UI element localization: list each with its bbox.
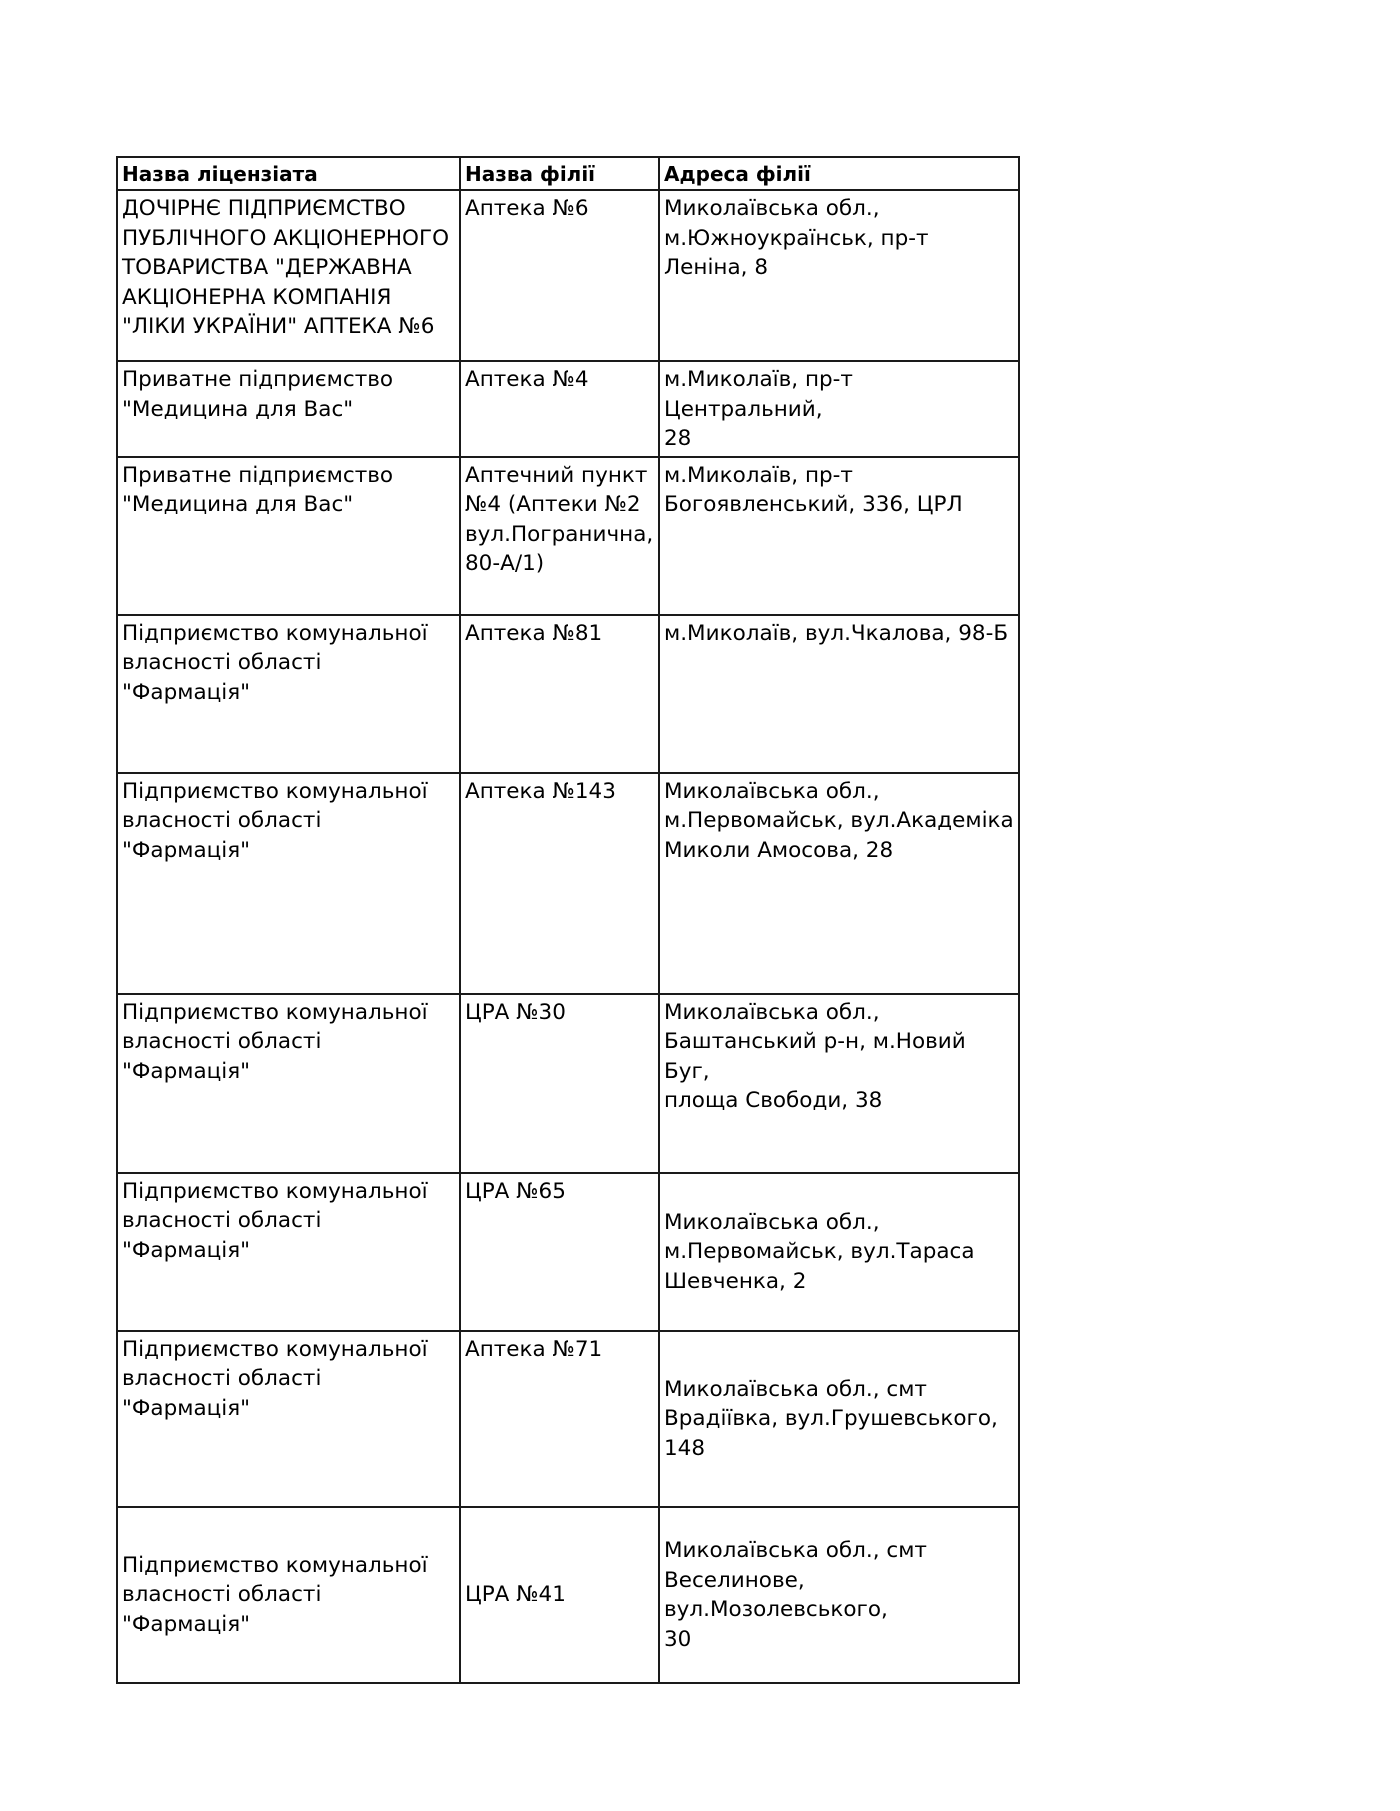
- branch-cell: [460, 1173, 659, 1331]
- header-licensee: Назва ліцензіата: [117, 157, 460, 190]
- branch-cell: [460, 457, 659, 615]
- table-row: [117, 1173, 1019, 1331]
- table-row: [117, 994, 1019, 1173]
- branch-text: Аптека №71: [465, 1336, 603, 1362]
- table-body: [117, 190, 1019, 1683]
- branch-text: Аптека №6: [465, 196, 589, 221]
- address-cell: [659, 361, 1019, 457]
- branch-cell: [460, 773, 659, 994]
- licensee-cell: [117, 457, 460, 615]
- licensee-text: ДОЧІРНЄ ПІДПРИЄМСТВО ПУБЛІЧНОГО АКЦІОНЕРНОГО ТОВАРИСТВА "ДЕРЖАВНА АКЦІОНЕРНА КОМПАНІЯ "ЛІКИ УКРАЇНИ" АПТЕКА №6: [122, 196, 449, 339]
- branch-text: Аптека №81: [465, 620, 603, 646]
- branch-text: ЦРА №65: [465, 1178, 566, 1204]
- address-cell: [659, 190, 1019, 361]
- table-row: [117, 361, 1019, 457]
- branch-text: Аптека №4: [465, 367, 589, 392]
- branch-cell: [460, 361, 659, 457]
- header-branch-name: Назва філії: [460, 157, 659, 190]
- licensee-text: Підприємство комунальної власності області "Фармація": [122, 1552, 428, 1637]
- licensee-text: Приватне підприємство "Медицина для Вас": [122, 462, 394, 517]
- licensee-cell: [117, 190, 460, 361]
- licensee-cell: [117, 1173, 460, 1331]
- licensee-text: Приватне підприємство "Медицина для Вас": [122, 367, 394, 422]
- branch-cell: [460, 190, 659, 361]
- header-branch-address: Адреса філії: [659, 157, 1019, 190]
- address-text: м.Миколаїв, вул.Чкалова, 98-Б: [664, 620, 1009, 646]
- address-cell: [659, 1331, 1019, 1507]
- address-cell: [659, 457, 1019, 615]
- licensee-cell: [117, 773, 460, 994]
- licensee-branches-table: [116, 156, 1020, 1684]
- licensee-text: Підприємство комунальної власності області "Фармація": [122, 778, 428, 863]
- licensee-cell: [117, 994, 460, 1173]
- address-text: м.Миколаїв, пр-т Богоявленський, 336, ЦРЛ: [664, 462, 963, 517]
- branch-cell: [460, 1331, 659, 1507]
- branch-text: Аптечний пункт №4 (Аптеки №2 вул.Погранична, 80-А/1): [465, 462, 654, 576]
- table-row: [117, 457, 1019, 615]
- table-row: [117, 773, 1019, 994]
- table-header: [117, 157, 1019, 190]
- table-row: [117, 1507, 1019, 1683]
- address-text: Миколаївська обл., Баштанський р-н, м.Новий Буг, площа Свободи, 38: [664, 999, 966, 1113]
- address-cell: [659, 1507, 1019, 1683]
- branch-text: ЦРА №30: [465, 999, 566, 1025]
- address-cell: [659, 1173, 1019, 1331]
- licensee-cell: [117, 361, 460, 457]
- licensee-cell: [117, 1331, 460, 1507]
- licensee-cell: [117, 615, 460, 773]
- branch-cell: [460, 994, 659, 1173]
- table-row: [117, 1331, 1019, 1507]
- address-text: Миколаївська обл., смт Врадіївка, вул.Грушевського, 148: [664, 1376, 998, 1461]
- licensee-text: Підприємство комунальної власності області "Фармація": [122, 999, 428, 1084]
- address-text: Миколаївська обл., смт Веселинове, вул.Мозолевського, 30: [664, 1538, 927, 1652]
- branch-text: Аптека №143: [465, 778, 616, 804]
- address-cell: [659, 773, 1019, 994]
- address-text: Миколаївська обл., м.Южноукраїнськ, пр-т Леніна, 8: [664, 196, 929, 280]
- table-row: [117, 190, 1019, 361]
- branch-text: ЦРА №41: [465, 1582, 566, 1608]
- address-text: Миколаївська обл., м.Первомайськ, вул.Академіка Миколи Амосова, 28: [664, 778, 1014, 863]
- address-cell: [659, 615, 1019, 773]
- licensee-cell: [117, 1507, 460, 1683]
- branch-cell: [460, 1507, 659, 1683]
- header-row: [117, 157, 1019, 190]
- table-row: [117, 615, 1019, 773]
- licensee-text: Підприємство комунальної власності області "Фармація": [122, 1178, 428, 1263]
- licensee-text: Підприємство комунальної власності області "Фармація": [122, 620, 428, 705]
- address-text: м.Миколаїв, пр-т Центральний, 28: [664, 367, 853, 451]
- licensee-text: Підприємство комунальної власності області "Фармація": [122, 1336, 428, 1421]
- address-text: Миколаївська обл., м.Первомайськ, вул.Тараса Шевченка, 2: [664, 1209, 975, 1294]
- branch-cell: [460, 615, 659, 773]
- address-cell: [659, 994, 1019, 1173]
